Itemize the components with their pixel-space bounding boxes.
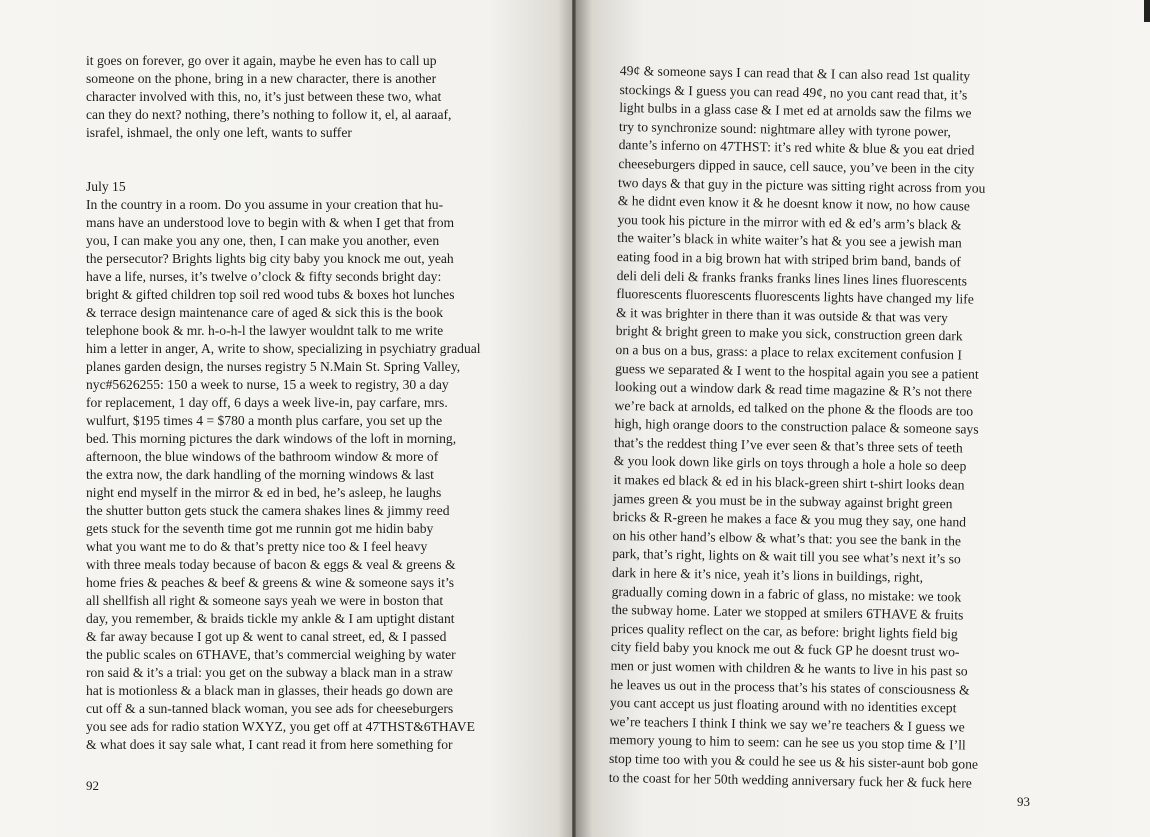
text-line: memory young to him to seem: can he see us you stop time & I’ll (609, 732, 966, 753)
text-line: & far away because I got up & went to canal street, ed, & I passed (86, 629, 447, 644)
text-line: him a letter in anger, A, write to show, specializing in psychiatry gradual (86, 341, 481, 356)
text-line: the waiter’s black in white waiter’s hat & you see a jewish man (617, 230, 962, 251)
text-line: prices quality reflect on the car, as before: bright lights field big (610, 620, 958, 642)
text-line: we’re teachers I think I think we say we’re teachers & I guess we (609, 713, 965, 735)
text-line: & he didnt even know it & he doesnt know it now, no how cause (617, 193, 971, 214)
left-block-1 (86, 52, 561, 142)
text-line: stockings & I guess you can read 49¢, no you cant read that, it’s (619, 81, 968, 103)
text-line: & you look down like girls on toys through a hole a hole so deep (613, 453, 967, 474)
text-line: character involved with this, no, it’s just between these two, what (86, 89, 442, 104)
text-line: the persecutor? Brights lights big city baby you knock me out, yeah (86, 251, 454, 266)
text-line: In the country in a room. Do you assume in your creation that hu- (86, 197, 444, 212)
text-line: & terrace design maintenance care of aged & sick this is the book (86, 305, 444, 320)
text-line: for replacement, 1 day off, 6 days a week live-in, pay carfare, mrs. (86, 395, 448, 410)
text-line: & what does it say sale what, I cant read it from here something for (86, 737, 453, 752)
text-line: try to synchronize sound: nightmare alley with tyrone power, (618, 118, 952, 139)
text-line: home fries & peaches & beef & greens & wine & someone says it’s (86, 575, 455, 590)
text-line: the public scales on 6THAVE, that’s commercial weighing by water (86, 647, 456, 662)
text-line: bright & gifted children top soil red wood tubs & boxes hot lunches (86, 287, 455, 302)
text-line: bed. This morning pictures the dark windows of the loft in morning, (86, 431, 457, 446)
text-line: deli deli deli & franks franks franks lines lines lines fluorescents (616, 267, 968, 289)
text-line: fluorescents fluorescents fluorescents lights have changed my life (616, 286, 974, 307)
text-line: & it was brighter in there than it was outside & that was very (615, 304, 948, 325)
text-line: gets stuck for the seventh time got me runnin got me hidin baby (86, 521, 434, 536)
text-line: afternoon, the blue windows of the bathroom window & more of (86, 449, 439, 464)
text-line: bright & bright green to make you sick, construction green dark (615, 323, 963, 344)
text-line: can they do next? nothing, there’s nothing to follow it, el, al aaraaf, (86, 107, 452, 122)
text-line: wulfurt, $195 times 4 = $780 a month plus carfare, you set up the (86, 413, 443, 428)
text-line: ron said & it’s a trial: you get on the subway a black man in a straw (86, 665, 453, 680)
text-line: someone on the phone, bring in a new character, there is another (86, 71, 437, 86)
text-line: guess we separated & I went to the hospital again you see a patient (615, 360, 979, 382)
text-line: nyc#5626255: 150 a week to nurse, 15 a week to registry, 30 a day (86, 377, 449, 392)
text-line: israfel, ishmael, the only one left, wants to suffer (86, 125, 352, 140)
text-line: dark in here & it’s nice, yeah it’s lions in buildings, right, (611, 564, 924, 585)
text-line: two days & that guy in the picture was sitting right across from you (617, 174, 986, 196)
text-line: cut off & a sun-tanned black woman, you see ads for cheeseburgers (86, 701, 454, 716)
text-line: men or just women with children & he wants to live in his past so (610, 657, 968, 679)
text-line: it makes ed black & ed in his black-green shirt t-shirt looks dean (613, 472, 965, 493)
text-line: cheeseburgers dipped in sauce, cell sauce, you’ve been in the city (618, 155, 975, 177)
text-line: that’s the reddest thing I’ve ever seen & that’s three sets of teeth (613, 434, 963, 456)
text-line: the subway home. Later we stopped at smilers 6THAVE & fruits (611, 602, 964, 623)
text-line: you see ads for radio station WXYZ, you get off at 47THST&6THAVE (86, 719, 475, 734)
page-edge-mark (1144, 0, 1150, 22)
text-line: day, you remember, & braids tickle my ankle & I am uptight distant (86, 611, 455, 626)
text-line: you, I can make you any one, then, I can make you another, even (86, 233, 440, 248)
text-line: you took his picture in the mirror with ed & ed’s arm’s black & (617, 211, 962, 233)
text-line: 49¢ & someone says I can read that & I can also read 1st quality (619, 62, 971, 84)
page-number-right: 93 (1017, 794, 1030, 809)
text-line: what you want me to do & that’s pretty nice too & I feel heavy (86, 539, 428, 554)
text-line: you cant accept us just floating around with no identities except (609, 695, 957, 716)
text-line: the shutter button gets stuck the camera shakes lines & jimmy reed (86, 503, 450, 518)
text-line: light bulbs in a glass case & I met ed at arnolds saw the films we (619, 100, 972, 121)
text-line: the extra now, the dark handling of the morning windows & last (86, 467, 434, 482)
date-heading: July 15 (86, 179, 126, 194)
text-line: it goes on forever, go over it again, maybe he even has to call up (86, 53, 437, 68)
text-line: city field baby you knock me out & fuck GP he doesnt trust wo- (610, 639, 960, 660)
text-line: mans have an understood love to begin with & when I get that from (86, 215, 455, 230)
text-line: eating food in a big brown hat with striped brim band, bands of (616, 248, 961, 270)
text-line: night end myself in the mirror & ed in bed, he’s asleep, he laughs (86, 485, 442, 500)
text-line: park, that’s right, lights on & wait till you see what’s next it’s so (612, 546, 961, 567)
text-line: hat is motionless & a black man in glasses, their heads go down are (86, 683, 453, 698)
left-block-2 (86, 178, 561, 754)
text-line: planes garden design, the nurses registry 5 N.Main St. Spring Valley, (86, 359, 461, 374)
text-line: james green & you must be in the subway against bright green (613, 490, 953, 511)
text-line: looking out a window dark & read time magazine & R’s not there (614, 379, 973, 400)
page-number-left: 92 (86, 778, 99, 793)
book-gutter (572, 0, 576, 837)
text-line: high, high orange doors to the construction palace & someone says (614, 416, 979, 437)
right-page-text (609, 62, 1050, 794)
text-line: gradually coming down in a fabric of glass, no mistake: we took (611, 583, 962, 605)
left-page-text (86, 52, 561, 754)
paragraph-gap (86, 142, 561, 178)
text-line: to the coast for her 50th wedding anniversary fuck her & fuck here (608, 769, 972, 791)
text-line: with three meals today because of bacon & eggs & veal & greens & (86, 557, 456, 572)
text-line: all shellfish all right & someone says yeah we were in boston that (86, 593, 444, 608)
text-line: we’re back at arnolds, ed talked on the phone & the floods are too (614, 397, 974, 419)
text-line: have a life, nurses, it’s twelve o’clock & fifty seconds bright day: (86, 269, 442, 284)
text-line: bricks & R-green he makes a face & you mug they say, one hand (612, 509, 967, 530)
text-line: telephone book & mr. h-o-h-l the lawyer wouldnt talk to me write (86, 323, 444, 338)
text-line: dante’s inferno on 47THST: it’s red white & blue & you eat dried (618, 137, 975, 158)
text-line: on a bus on a bus, grass: a place to relax excitement confusion I (615, 341, 963, 363)
text-line: stop time too with you & could he see us & his sister-aunt bob gone (608, 750, 979, 772)
text-line: he leaves us out in the process that’s his states of consciousness & (610, 676, 970, 698)
text-line: on his other hand’s elbow & what’s that: you see the bank in the (612, 527, 962, 549)
